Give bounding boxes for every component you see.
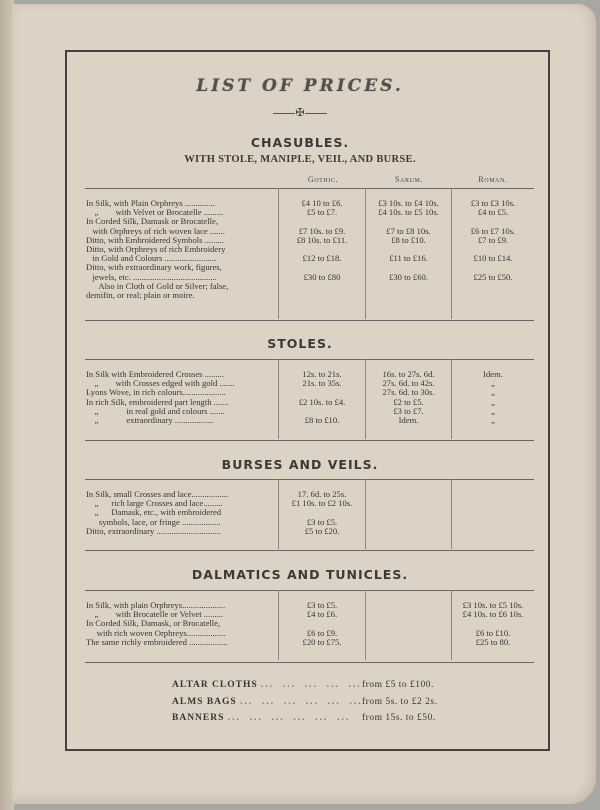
row-price: £2 10s. to £4. (298, 396, 346, 407)
row-price: £25 to 80. (475, 636, 511, 647)
row-price: £30 to £80 (303, 271, 341, 282)
row-price: £2 to £5. (393, 396, 424, 407)
row-description: demifin, or real; plain or moire. (86, 290, 195, 300)
rule (85, 320, 534, 321)
item-price: from 5s. to £2 2s. (362, 697, 438, 707)
row-description: In Silk with Embroidered Crosses ......... (86, 370, 224, 379)
row-description: In Corded Silk, Damask or Brocatelle, (86, 217, 218, 227)
row-price: £5 to £7. (306, 207, 338, 218)
row-price: Idem. (483, 369, 503, 379)
section-title-burses: BURSES AND VEILS. (221, 457, 379, 472)
cross-ornament (0, 106, 600, 119)
row-price (366, 291, 451, 300)
row-price: „ (491, 405, 495, 416)
row-description: Ditto, with Embroidered Symbols ......... (86, 235, 224, 245)
row-price: 27s. 6d. to 42s. (382, 378, 435, 389)
section-title-stoles: STOLES. (267, 336, 333, 351)
row-price: £3 to £5. (306, 516, 338, 527)
row-price: £7 to £9. (477, 234, 509, 245)
row-price: £8 to £10. (391, 234, 426, 245)
row-description: with Orphreys of rich woven lace ....... (86, 226, 225, 236)
column-desc (86, 370, 276, 425)
row-price: £3 10s. to £4 10s. (378, 198, 439, 208)
row-price: £3 to £3 10s. (470, 198, 516, 208)
row-price: £12 to £18. (302, 253, 342, 264)
row-price (452, 518, 534, 527)
row-price: 12s. to 21s. (302, 369, 342, 379)
column-gothic (279, 370, 365, 425)
row-price: £5 to £20. (304, 525, 340, 536)
row-price (279, 291, 365, 300)
row-price (366, 508, 451, 517)
row-price: 17. 6d. to 25s. (297, 489, 347, 499)
row-price (366, 490, 451, 499)
column-gothic (279, 490, 365, 536)
column-header-sarum: Sarum. (394, 175, 424, 184)
row-price: £25 to £50. (473, 271, 513, 282)
column-gothic (279, 199, 365, 300)
item-price: from 15s. to £50. (362, 713, 436, 723)
item-label: ALMS BAGS ... ... ... ... ... ... (172, 697, 363, 707)
row-price: £3 10s. to £5 10s. (462, 600, 524, 610)
rule (85, 188, 534, 189)
row-description: symbols, lace, or fringe .................. (86, 517, 221, 527)
row-price (366, 282, 451, 291)
column-desc (86, 199, 276, 300)
column-sarum (366, 490, 451, 536)
row-description: „ with Brocatelle or Velvet ......... (86, 610, 224, 620)
price-line-altar-cloths (172, 680, 434, 690)
row-price: Idem. (398, 414, 419, 425)
row-price: „ (491, 396, 495, 407)
row-price: £10 to £14. (473, 253, 513, 264)
price-line-alms-bags (172, 697, 438, 707)
column-roman (452, 490, 534, 536)
row-price (279, 282, 365, 291)
rule (85, 662, 534, 663)
column-sarum (366, 370, 451, 425)
row-price: £20 to £75. (302, 636, 342, 647)
item-label: ALTAR CLOTHS ... ... ... ... ... (172, 680, 362, 690)
row-description: Also in Cloth of Gold or Silver; false, (86, 281, 229, 291)
row-price: £6 to £9. (306, 627, 338, 638)
item-price: from £5 to £100. (362, 680, 434, 690)
row-price (452, 291, 534, 300)
row-price: £8 10s. to £11. (296, 234, 348, 245)
row-price: „ (491, 378, 495, 389)
row-description: In Silk, with Plain Orphreys .............. (86, 199, 215, 208)
row-price: 16s. to 27s. 6d. (382, 369, 435, 379)
column-sarum (366, 601, 451, 647)
rule (85, 590, 534, 591)
rule (85, 359, 534, 360)
row-description: Ditto, with Orphreys of rich Embroidery (86, 244, 226, 254)
row-description: The same richly embroidered .................. (86, 637, 228, 647)
row-price: „ (491, 414, 495, 425)
row-price: £1 10s. to £2 10s. (291, 498, 353, 509)
column-header-roman: Roman. (478, 175, 508, 184)
column-roman (452, 601, 534, 647)
row-description: Lyons Wove, in rich colours.................... (86, 388, 226, 398)
rule (85, 550, 534, 551)
row-price (366, 601, 451, 610)
section-title-dalmatics: DALMATICS AND TUNICLES. (191, 567, 409, 582)
row-price (452, 527, 534, 536)
row-price: £7 10s. to £9. (298, 225, 346, 236)
row-description: In Corded Silk, Damask, or Brocatelle, (86, 619, 221, 629)
row-description: „ in real gold and colours ....... (86, 406, 225, 416)
row-price (366, 527, 451, 536)
row-price: £7 to £8 10s. (386, 225, 431, 236)
row-price: 21s. to 35s. (302, 378, 342, 389)
row-price (452, 490, 534, 499)
row-price (366, 518, 451, 527)
row-price: £4 to £5. (477, 207, 509, 218)
cross-icon: ✠ (295, 106, 305, 119)
item-label: BANNERS ... ... ... ... ... ... (172, 713, 351, 723)
row-price (452, 282, 534, 291)
column-gothic (279, 601, 365, 647)
row-description: jewels, etc. ....................................... (86, 272, 217, 282)
row-description: „ with Crosses edged with gold ....... (86, 379, 235, 389)
row-description: in Gold and Colours ........................ (86, 254, 217, 264)
price-line-banners (172, 713, 436, 723)
row-description: In Silk, with plain Orphreys.................... (86, 601, 226, 610)
row-price (366, 638, 451, 647)
row-price: £3 to £5. (306, 600, 338, 610)
row-price: £11 to £16. (389, 253, 428, 264)
row-price (366, 499, 451, 508)
row-description: Ditto, extraordinary .............................. (86, 526, 221, 536)
row-price: £4 10s. to £6 10s. (462, 609, 524, 620)
section-subtitle-chasubles: WITH STOLE, MANIPLE, VEIL, AND BURSE. (184, 154, 416, 165)
row-price (366, 619, 451, 628)
row-price: £6 to £10. (475, 627, 511, 638)
row-price: £6 to £7 10s. (470, 225, 516, 236)
row-price (452, 499, 534, 508)
row-description: „ extraordinary .................. (86, 415, 214, 425)
row-price: £8 to £10. (304, 414, 340, 425)
section-title-chasubles: CHASUBLES. (250, 135, 350, 150)
column-roman (452, 370, 534, 425)
column-desc (86, 490, 276, 536)
page-title: LIST OF PRICES. (196, 76, 404, 96)
column-roman (452, 199, 534, 300)
column-desc (86, 601, 276, 647)
rule (85, 479, 534, 480)
row-description: In rich Silk, embroidered part length ....... (86, 397, 229, 407)
row-price: £3 to £7. (393, 405, 424, 416)
row-price (366, 610, 451, 619)
row-description: „ rich large Crosses and lace......... (86, 499, 223, 509)
row-price: 27s. 6d. to 30s. (382, 387, 435, 398)
row-description: In Silk, small Crosses and lace................. (86, 490, 229, 499)
row-price: £30 to £60. (389, 271, 428, 282)
rule (85, 440, 534, 441)
row-description: „ Damask, etc., with embroidered (86, 508, 222, 518)
row-description: „ with Velvet or Brocatelle ......... (86, 208, 224, 218)
row-price (366, 629, 451, 638)
row-price: £4 to £6. (306, 609, 338, 620)
row-price: £4 10 to £6. (301, 198, 343, 208)
row-price: „ (491, 387, 495, 398)
row-price: £4 10s. to £5 10s. (378, 207, 439, 218)
column-sarum (366, 199, 451, 300)
row-price (452, 508, 534, 517)
row-description: Ditto, with extraordinary work, figures, (86, 263, 222, 273)
column-header-gothic: Gothic. (307, 175, 339, 184)
row-description: with rich woven Orphreys.................. (86, 628, 226, 638)
